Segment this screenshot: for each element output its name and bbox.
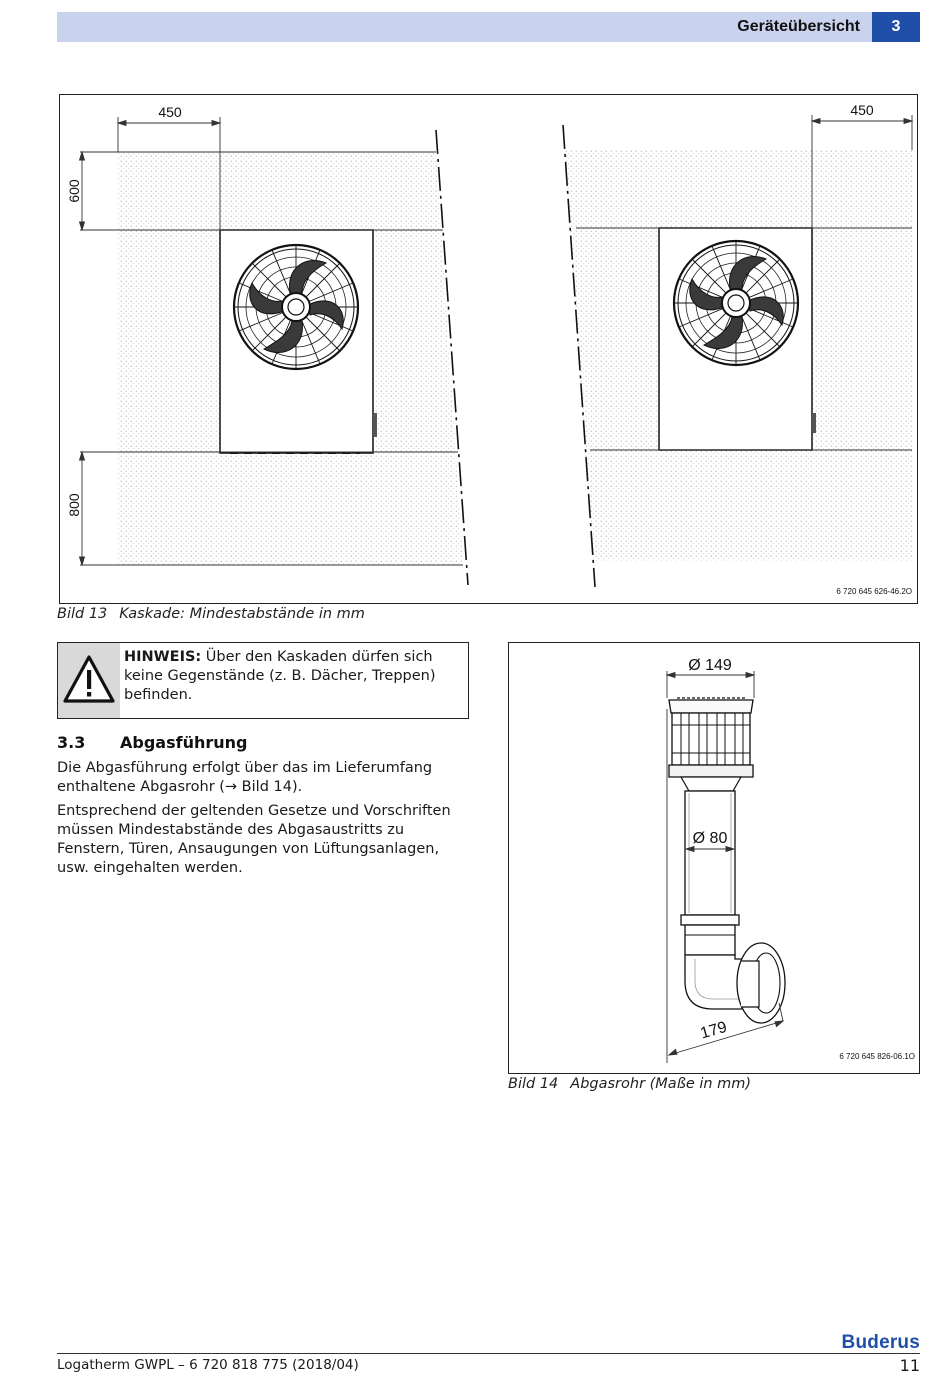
section-number: 3.3 <box>57 733 86 752</box>
figure-13-cascade-clearances <box>59 94 918 604</box>
caption-number: Bild 13 <box>57 606 108 622</box>
fan-icon <box>234 245 358 369</box>
exhaust-pipe <box>685 791 735 915</box>
unit-label-right <box>812 413 816 433</box>
page-number: 11 <box>899 1356 920 1375</box>
brand-logo: Buderus <box>841 1332 920 1353</box>
figure-13-caption <box>57 606 365 622</box>
section-title: Abgasführung <box>120 733 248 752</box>
dimension-179: 179 <box>698 1018 729 1043</box>
cap-cage <box>672 713 750 765</box>
dimension-d149: Ø 149 <box>688 657 732 674</box>
warning-triangle-icon <box>62 653 116 707</box>
dimension-600: 600 <box>66 179 82 203</box>
caption-text: Abgasrohr (Maße in mm) <box>570 1076 752 1092</box>
image-code: 6 720 645 626-46.2O <box>836 587 912 596</box>
figure-14-exhaust-pipe <box>508 642 920 1074</box>
dimension-800: 800 <box>66 493 82 517</box>
section-heading <box>57 733 247 752</box>
section-paragraph-1: Die Abgasführung erfolgt über das im Lieferumfang enthaltene Abgasrohr (→ Bild 14). <box>57 760 433 795</box>
chapter-number: 3 <box>872 12 920 42</box>
notice-icon-area <box>58 643 120 718</box>
section-paragraph-2: Entsprechend der geltenden Gesetze und Vorschriften müssen Mindestabstände des Abgasaustritts zu Fenstern, Türen, Ansaugungen von Lüftungsanlagen, usw. eingehalten werden. <box>57 803 451 876</box>
cap-collar <box>669 765 753 777</box>
footer-divider <box>57 1353 920 1354</box>
notice-label: HINWEIS: <box>124 649 202 665</box>
caption-number: Bild 14 <box>508 1076 559 1092</box>
caption-text: Kaskade: Mindestabstände in mm <box>119 606 365 622</box>
dimension-d80: Ø 80 <box>692 830 728 847</box>
notice-box <box>57 642 469 719</box>
notice-text <box>124 648 464 705</box>
figure-14-caption <box>508 1076 751 1092</box>
notice-message: Über den Kaskaden dürfen sich keine Gegenstände (z. B. Dächer, Treppen) befinden. <box>124 649 436 703</box>
cap-top <box>669 700 753 713</box>
dimension-450-right: 450 <box>850 102 874 118</box>
footer-document-id: Logatherm GWPL – 6 720 818 775 (2018/04) <box>57 1357 359 1373</box>
pipe-coupling <box>681 915 739 925</box>
fan-icon <box>674 241 798 365</box>
chapter-title: Geräteübersicht <box>737 18 860 35</box>
image-code: 6 720 645 826-06.1O <box>839 1052 915 1061</box>
dimension-450-left: 450 <box>158 104 182 120</box>
chapter-header <box>57 12 920 42</box>
unit-label-left <box>373 413 377 437</box>
